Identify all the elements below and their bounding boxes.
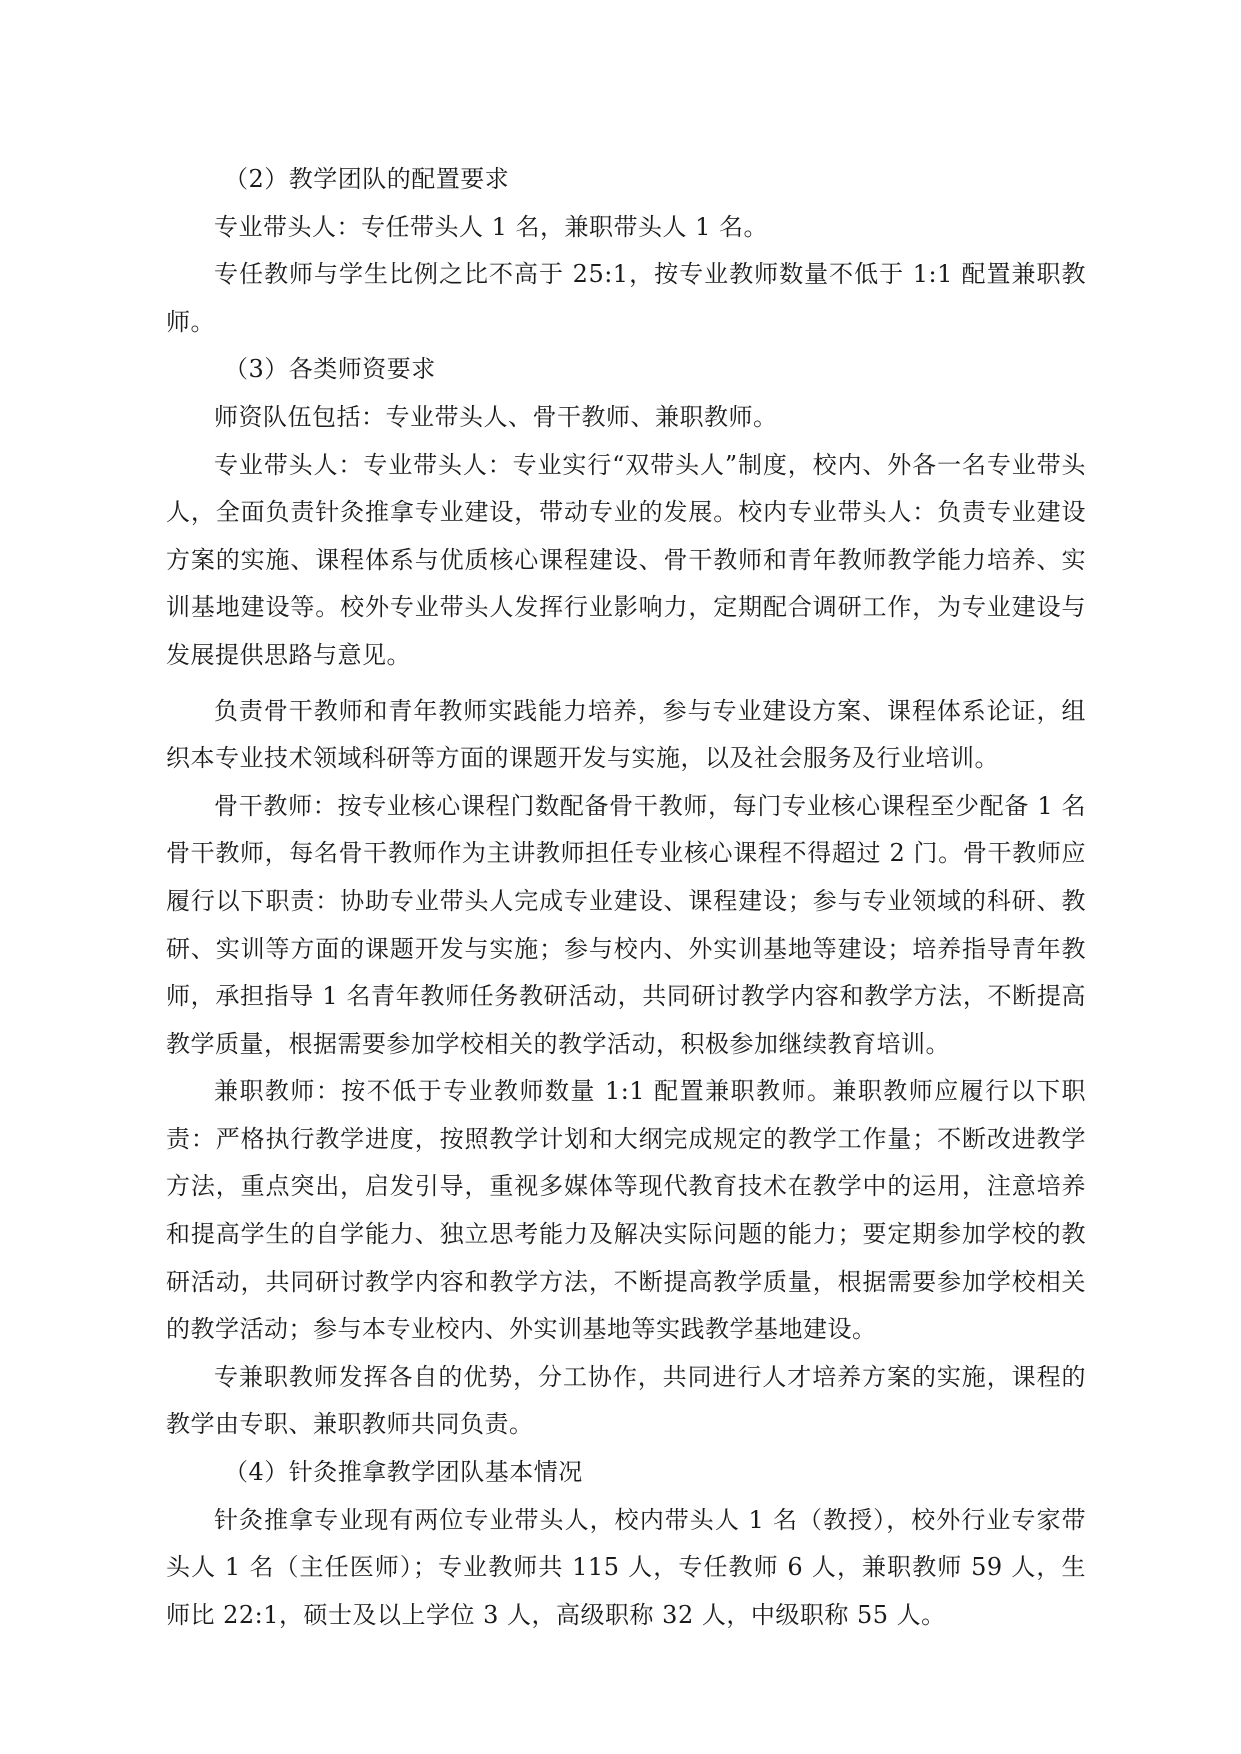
paragraph: 专业带头人：专任带头人 1 名，兼职带头人 1 名。 [214, 212, 769, 241]
paragraph: 针灸推拿专业现有两位专业带头人，校内带头人 1 名（教授），校外行业专家带头人 1 名（主任医师）；专业教师共 115 人，专任教师 6 人，兼职教师 59 人，生师比 22:1，硕士及以上学位 3 人，高级职称 32 人，中级职称 55 人。 [166, 1505, 1086, 1629]
section-heading: （4）针灸推拿教学团队基本情况 [224, 1458, 583, 1487]
paragraph: 负责骨干教师和青年教师实践能力培养，参与专业建设方案、课程体系论证，组织本专业技术领域科研等方面的课题开发与实施，以及社会服务及行业培训。 [166, 696, 1086, 773]
paragraph: 专任教师与学生比例之比不高于 25:1，按专业教师数量不低于 1:1 配置兼职教师。 [166, 260, 1086, 336]
paragraph: 师资队伍包括：专业带头人、骨干教师、兼职教师。 [214, 402, 778, 431]
document-body [166, 156, 1086, 1639]
paragraph: 专兼职教师发挥各自的优势，分工协作，共同进行人才培养方案的实施，课程的教学由专职、兼职教师共同负责。 [166, 1362, 1086, 1439]
paragraph: 专业带头人：专业带头人：专业实行“双带头人”制度，校内、外各一名专业带头人，全面负责针灸推拿专业建设，带动专业的发展。校内专业带头人：负责专业建设方案的实施、课程体系与优质核心课程建设、骨干教师和青年教师教学能力培养、实训基地建设等。校外专业带头人发挥行业影响力，定期配合调研工作，为专业建设与发展提供思路与意见。 [166, 450, 1086, 669]
paragraph: 兼职教师：按不低于专业教师数量 1:1 配置兼职教师。兼职教师应履行以下职责：严格执行教学进度，按照教学计划和大纲完成规定的教学工作量；不断改进教学方法，重点突出，启发引导，重视多媒体等现代教育技术在教学中的运用，注意培养和提高学生的自学能力、独立思考能力及解决实际问题的能力；要定期参加学校的教研活动，共同研讨教学内容和教学方法，不断提高教学质量，根据需要参加学校相关的教学活动；参与本专业校内、外实训基地等实践教学基地建设。 [166, 1077, 1086, 1344]
paragraph: 骨干教师：按专业核心课程门数配备骨干教师，每门专业核心课程至少配备 1 名骨干教师，每名骨干教师作为主讲教师担任专业核心课程不得超过 2 门。骨干教师应履行以下职责：协助专业带头人完成专业建设、课程建设；参与专业领域的科研、教研、实训等方面的课题开发与实施；参与校内、外实训基地等建设；培养指导青年教师，承担指导 1 名青年教师任务教研活动，共同研讨教学内容和教学方法，不断提高教学质量，根据需要参加学校相关的教学活动，积极参加继续教育培训。 [166, 791, 1086, 1058]
section-heading: （3）各类师资要求 [224, 355, 436, 384]
paragraph-spacer [166, 680, 1086, 688]
section-heading: （2）教学团队的配置要求 [224, 165, 510, 193]
